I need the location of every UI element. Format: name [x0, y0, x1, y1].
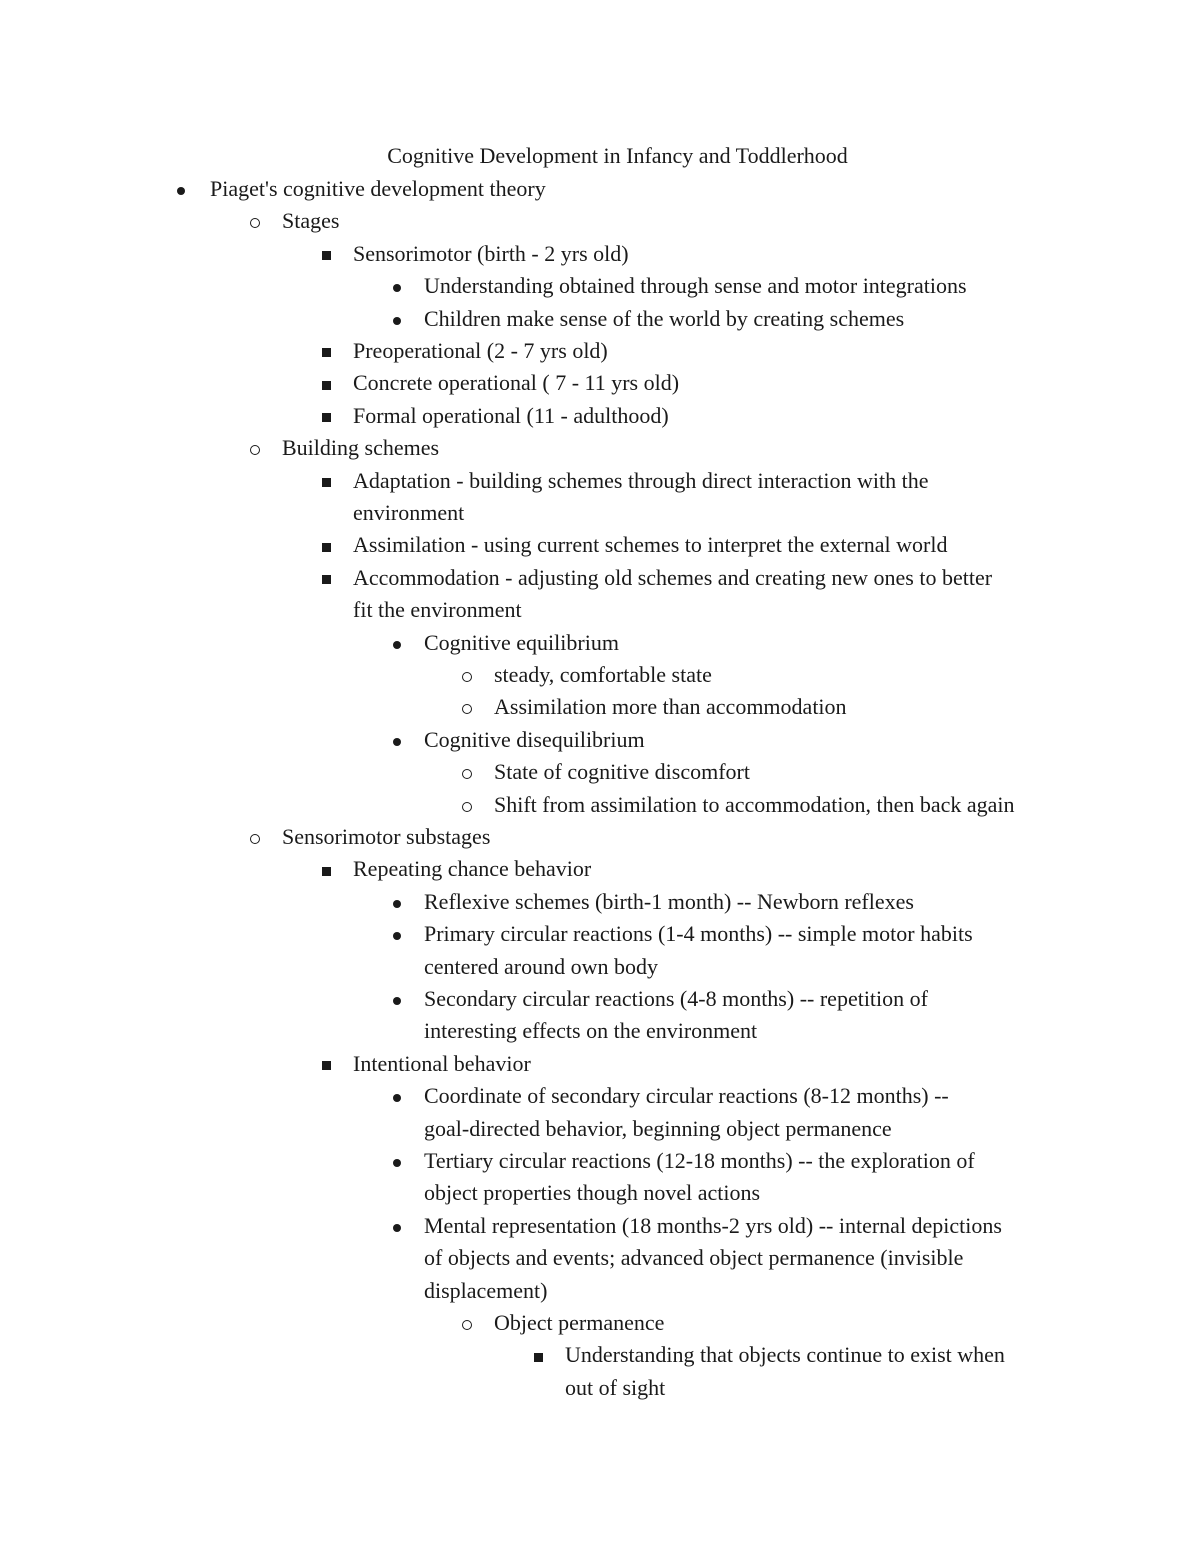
circle-bullet-icon — [245, 434, 265, 462]
disc-bullet-icon — [387, 985, 407, 1013]
disc-bullet-icon — [387, 920, 407, 948]
disc-bullet-icon — [171, 175, 191, 203]
outline-line: environment — [353, 500, 465, 525]
outline-line: Cognitive disequilibrium — [424, 726, 645, 752]
outline-line: Stages — [282, 208, 340, 234]
square-bullet-icon — [316, 564, 336, 592]
outline-line: Concrete operational ( 7 - 11 yrs old) — [353, 370, 680, 396]
disc-bullet-icon — [387, 1212, 407, 1240]
square-bullet-icon — [316, 855, 336, 883]
outline-line: goal-directed behavior, beginning object permanence — [424, 1115, 892, 1141]
outline-line: Piaget's cognitive development theory — [210, 176, 546, 201]
outline-line: State of cognitive discomfort — [494, 759, 750, 785]
square-bullet-icon — [316, 337, 336, 365]
outline-line: Intentional behavior — [353, 1050, 531, 1076]
document-title: Cognitive Development in Infancy and Toddlerhood — [387, 143, 848, 168]
outline-line: Children make sense of the world by creating schemes — [424, 305, 905, 331]
circle-bullet-icon — [457, 758, 477, 786]
outline-line: Understanding obtained through sense and motor integrations — [424, 273, 967, 299]
disc-bullet-icon — [387, 1082, 407, 1110]
outline-line: Understanding that objects continue to exist when — [565, 1342, 1005, 1368]
outline-line: Coordinate of secondary circular reactions (8-12 months) -- — [424, 1083, 949, 1109]
square-bullet-icon — [316, 240, 336, 268]
outline-line: Formal operational (11 - adulthood) — [353, 402, 669, 428]
outline-line: Assimilation - using current schemes to interpret the external world — [353, 532, 948, 558]
disc-bullet-icon — [387, 726, 407, 754]
outline-line: Sensorimotor substages — [282, 824, 491, 849]
square-bullet-icon — [316, 369, 336, 397]
circle-bullet-icon — [245, 207, 265, 235]
outline-line: Secondary circular reactions (4-8 months) -- repetition of — [424, 986, 928, 1011]
outline-line: Tertiary circular reactions (12-18 months) -- the exploration of — [424, 1148, 975, 1173]
outline-line: object properties though novel actions — [424, 1180, 761, 1206]
outline-line: Cognitive equilibrium — [424, 629, 619, 655]
outline-line: Sensorimotor (birth - 2 yrs old) — [353, 240, 629, 266]
square-bullet-icon — [528, 1341, 548, 1369]
outline-line: centered around own body — [424, 953, 658, 979]
outline-line: Building schemes — [282, 435, 440, 461]
outline-line: Reflexive schemes (birth-1 month) -- Newborn reflexes — [424, 888, 914, 914]
outline-line: interesting effects on the environment — [424, 1018, 758, 1044]
circle-bullet-icon — [457, 791, 477, 819]
disc-bullet-icon — [387, 1147, 407, 1175]
outline-line: displacement) — [424, 1277, 548, 1303]
disc-bullet-icon — [387, 888, 407, 916]
outline-line: Shift from assimilation to accommodation, then back again — [494, 791, 1015, 817]
outline-line: out of sight — [565, 1374, 666, 1400]
outline-line: Object permanence — [494, 1310, 665, 1335]
circle-bullet-icon — [457, 661, 477, 689]
outline-line: Assimilation more than accommodation — [494, 694, 847, 720]
circle-bullet-icon — [457, 1309, 477, 1337]
square-bullet-icon — [316, 467, 336, 495]
circle-bullet-icon — [457, 693, 477, 721]
circle-bullet-icon — [245, 823, 265, 851]
disc-bullet-icon — [387, 629, 407, 657]
square-bullet-icon — [316, 531, 336, 559]
outline-line: fit the environment — [353, 597, 522, 623]
square-bullet-icon — [316, 1050, 336, 1078]
outline-line: Adaptation - building schemes through direct interaction with the — [353, 467, 929, 493]
outline-line: steady, comfortable state — [494, 662, 712, 687]
outline-line: of objects and events; advanced object permanence (invisible — [424, 1245, 964, 1271]
outline-line: Mental representation (18 months-2 yrs old) -- internal depictions — [424, 1212, 1002, 1238]
outline-line: Primary circular reactions (1-4 months) -- simple motor habits — [424, 921, 973, 947]
square-bullet-icon — [316, 402, 336, 430]
disc-bullet-icon — [387, 272, 407, 300]
outline-line: Repeating chance behavior — [353, 856, 592, 882]
outline-line: Preoperational (2 - 7 yrs old) — [353, 338, 608, 363]
outline-line: Accommodation - adjusting old schemes and creating new ones to better — [353, 564, 993, 590]
disc-bullet-icon — [387, 305, 407, 333]
